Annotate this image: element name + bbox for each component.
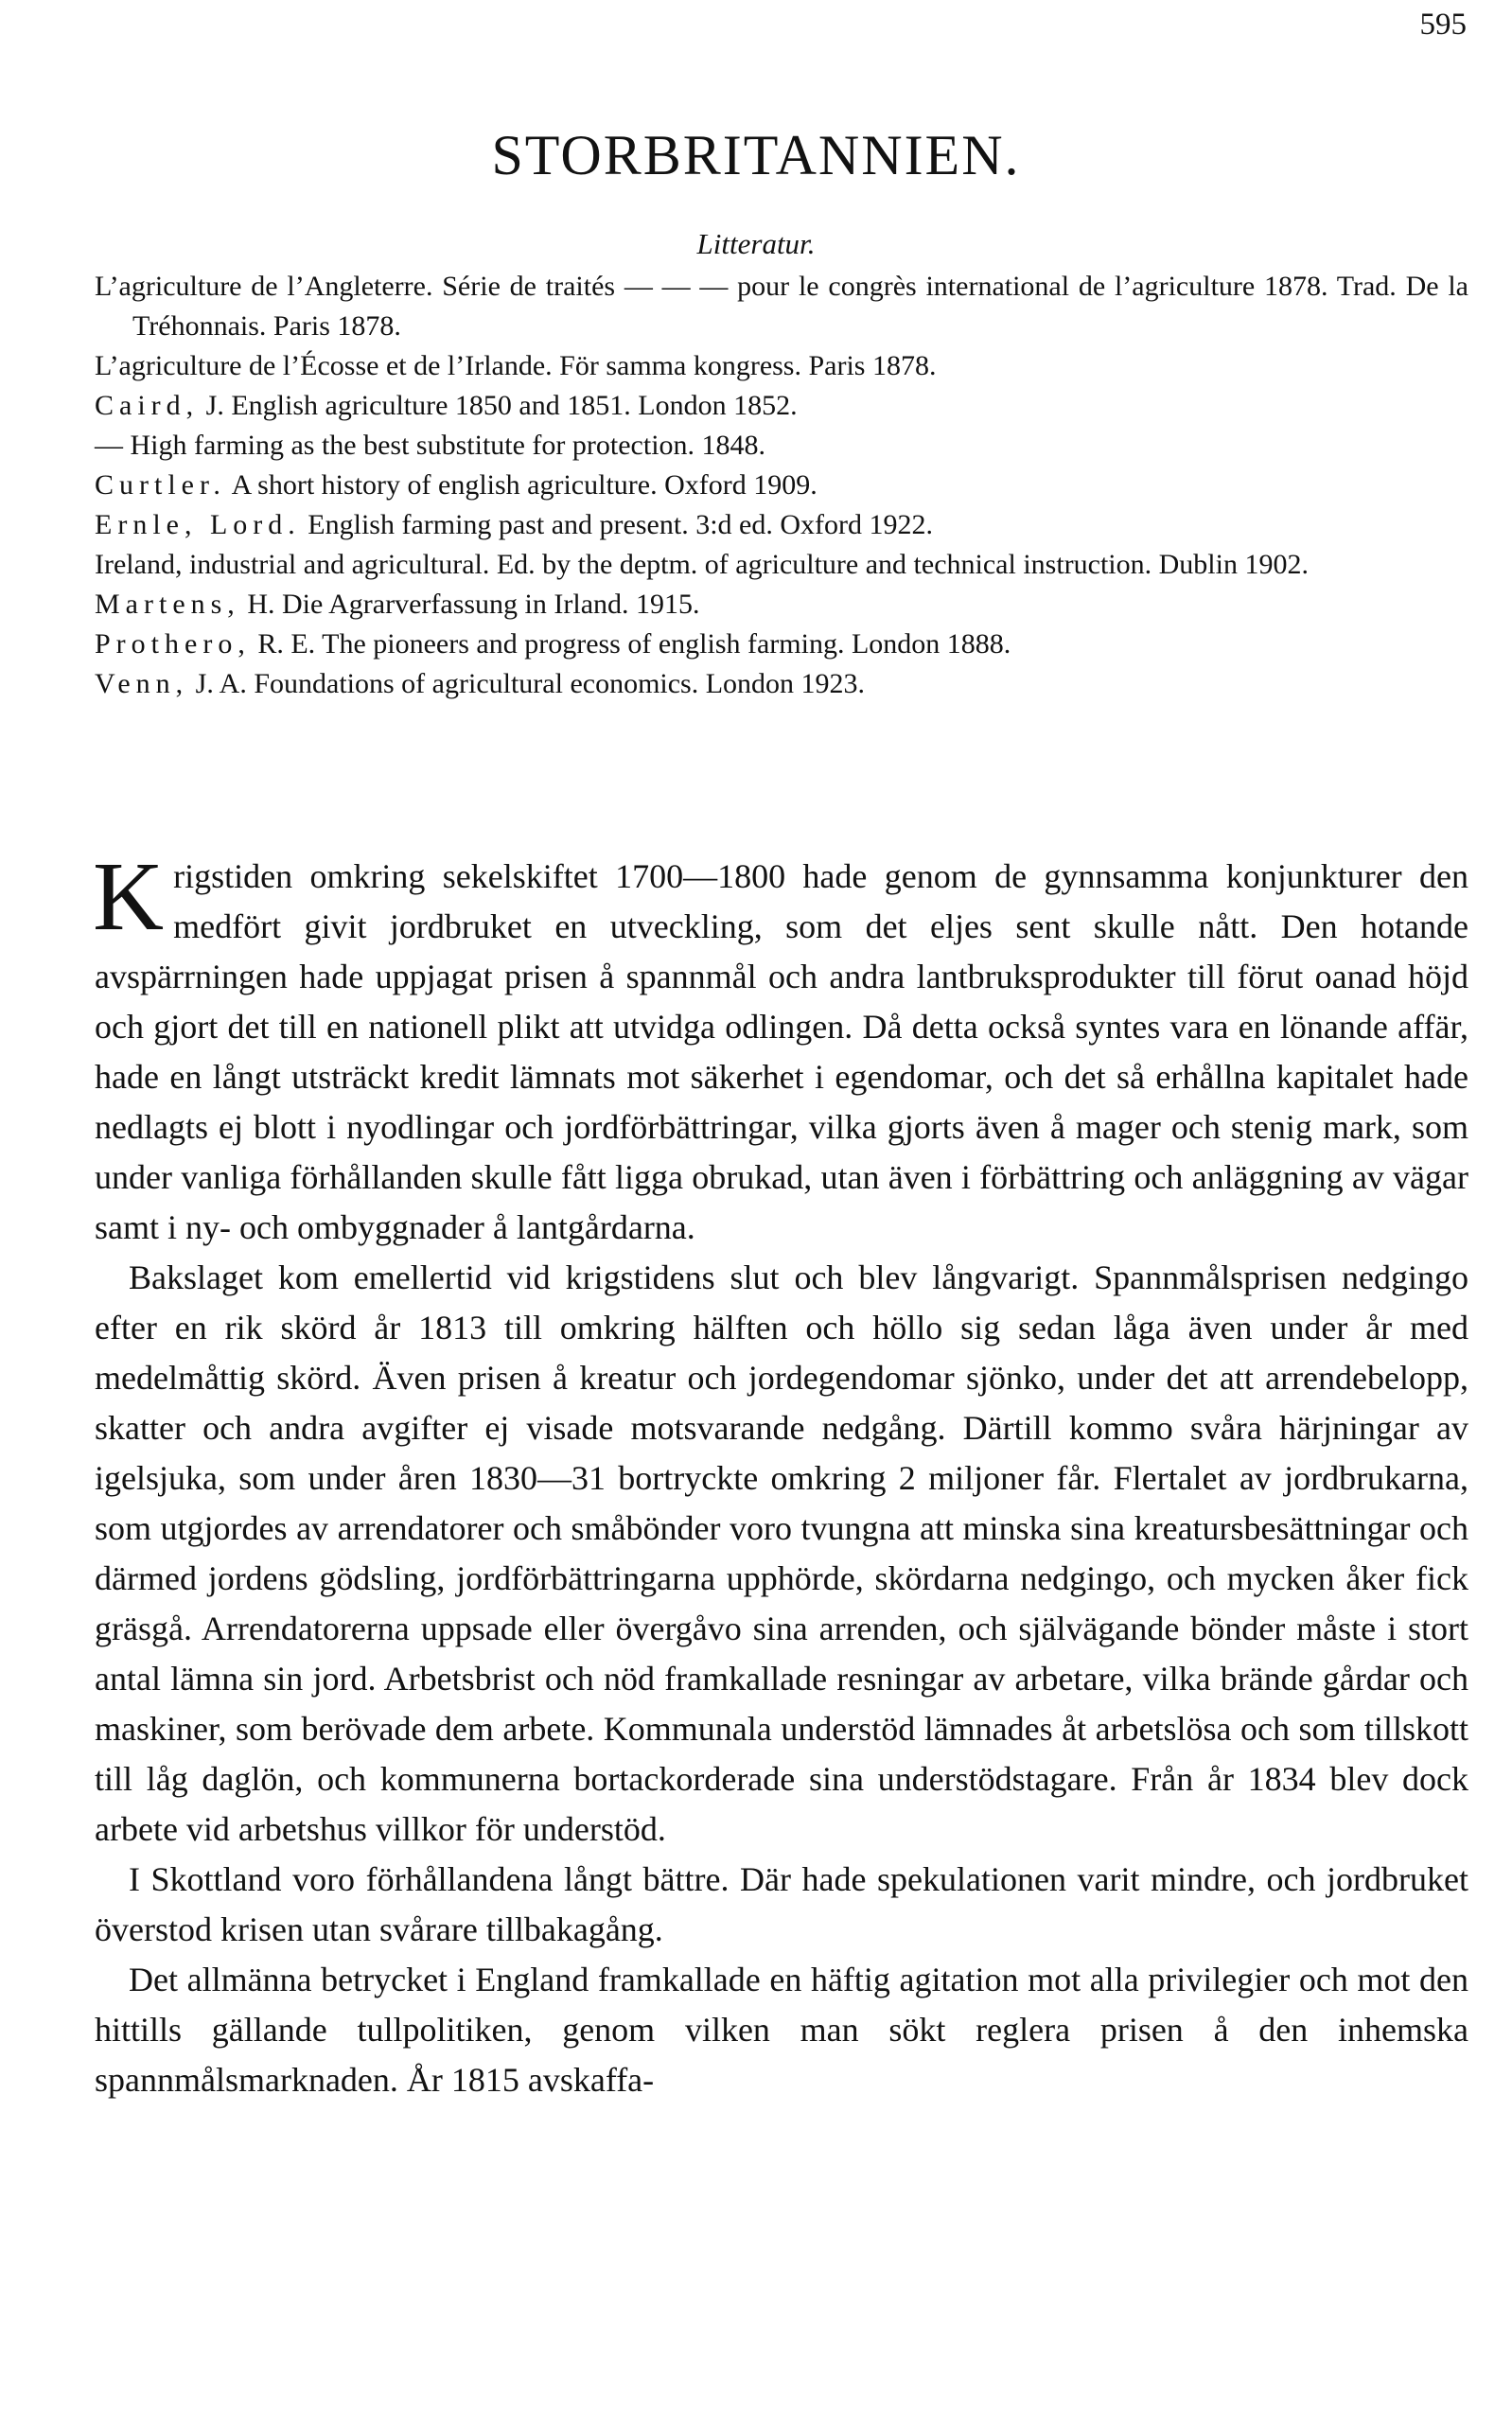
drop-cap: K: [93, 842, 165, 951]
reference-entry: [95, 625, 1468, 664]
reference-entry: [95, 426, 1468, 466]
chapter-title: STORBRITANNIEN.: [491, 124, 1021, 186]
reference-text: L’agriculture de l’Angleterre. Série de traités — — — pour le congrès international de l’agriculture 1878. Trad. De la Tréhonnais. Paris 1878.: [95, 271, 1468, 342]
reference-entry: [95, 466, 1468, 505]
reference-text: A short history of english agriculture. Oxford 1909.: [225, 469, 818, 501]
reference-text: — High farming as the best substitute for protection. 1848.: [95, 430, 766, 461]
reference-entry: [95, 505, 1468, 545]
reference-author: Curtler.: [95, 469, 226, 501]
paragraph: [93, 842, 1468, 1253]
reference-author: Martens,: [95, 589, 240, 620]
reference-author: Venn,: [95, 668, 189, 699]
reference-text: Ireland, industrial and agricultural. Ed. by the deptm. of agriculture and technical instruction. Dublin 1902.: [95, 549, 1309, 580]
reference-entry: [95, 346, 1468, 386]
reference-entry: [95, 386, 1468, 426]
paragraph-text: rigstiden omkring sekelskiftet 1700—1800 hade genom de gynnsamma konjunkturer den medfört givit jordbruket en utveckling, som det eljes sent skulle nått. Den hotande avspärrningen hade uppjagat prisen å spannmål och andra lantbruksprodukter till förut oanad höjd och gjort det till en nationell plikt att utvidga odlingen. Då detta också syntes vara en lönande affär, hade en långt utsträckt kredit lämnats mot säkerhet i egendomar, och det så erhållna kapitalet hade nedlagts ej blott i nyodlingar och jordförbättringar, vilka gjorts även å mager och stenig mark, som under vanliga förhållanden skulle fått ligga obrukad, utan även i förbättring och anläggning av vägar samt i ny- och ombyggnader å lantgårdarna.: [95, 857, 1468, 1246]
reference-text: L’agriculture de l’Écosse et de l’Irlande. För samma kongress. Paris 1878.: [95, 350, 937, 381]
reference-entry: [95, 664, 1468, 704]
paragraph: Bakslaget kom emellertid vid krigstidens slut och blev långvarigt. Spannmålsprisen nedgingo efter en rik skörd år 1813 till omkring hälften och höllo sig sedan låga även under år med medelmåttig skörd. Även prisen å kreatur och jordegendomar sjönko, under det att arrendebelopp, skatter och andra avgifter ej visade motsvarande nedgång. Därtill kommo svåra härjningar av igelsjuka, som under åren 1830—31 bortryckte omkring 2 miljoner får. Flertalet av jordbrukarna, som utgjordes av arrendatorer och småbönder voro tvungna att minska sina kreatursbesättningar och därmed jordens gödsling, jordförbättringarna upphörde, skördarna nedgingo, och mycken åker fick gräsgå. Arrendatorerna uppsade eller övergåvo sina arrenden, och självägande bönder måste i stort antal lämna sin jord. Arbetsbrist och nöd framkallade resningar av arbetare, vilka brände gårdar och maskiner, som berövade dem arbete. Kommunala understöd lämnades åt arbetslösa och som tillskott till låg daglön, och kommunerna bortackorderade sina understödstagare. Från år 1834 blev dock arbete vid arbetshus villkor för understöd.: [95, 1258, 1468, 1848]
reference-entry: [95, 585, 1468, 625]
reference-author: Prothero,: [95, 628, 251, 660]
reference-text: R. E. The pioneers and progress of english farming. London 1888.: [250, 628, 1011, 660]
section-subtitle: Litteratur.: [696, 227, 816, 260]
reference-author: Ernle, Lord.: [95, 509, 301, 540]
reference-list: [95, 267, 1468, 704]
paragraph: I Skottland voro förhållandena långt bättre. Där hade spekulationen varit mindre, och jordbruket överstod krisen utan svårare tillbakagång.: [95, 1860, 1468, 1948]
page-number: 595: [1419, 8, 1467, 42]
reference-text: English farming past and present. 3:d ed. Oxford 1922.: [300, 509, 933, 540]
reference-author: Caird,: [95, 390, 200, 421]
reference-text: J. English agriculture 1850 and 1851. London 1852.: [199, 390, 798, 421]
reference-text: J. A. Foundations of agricultural economics. London 1923.: [188, 668, 866, 699]
paragraph: Det allmänna betrycket i England framkallade en häftig agitation mot alla privilegier och mot den hittills gällande tullpolitiken, genom vilken man sökt reglera prisen å den inhemska spannmålsmarknaden. År 1815 avskaffa-: [95, 1961, 1468, 2099]
reference-entry: [95, 545, 1468, 585]
reference-entry: [95, 267, 1468, 346]
reference-text: H. Die Agrarverfassung in Irland. 1915.: [239, 589, 700, 620]
body-text: [93, 842, 1468, 2105]
